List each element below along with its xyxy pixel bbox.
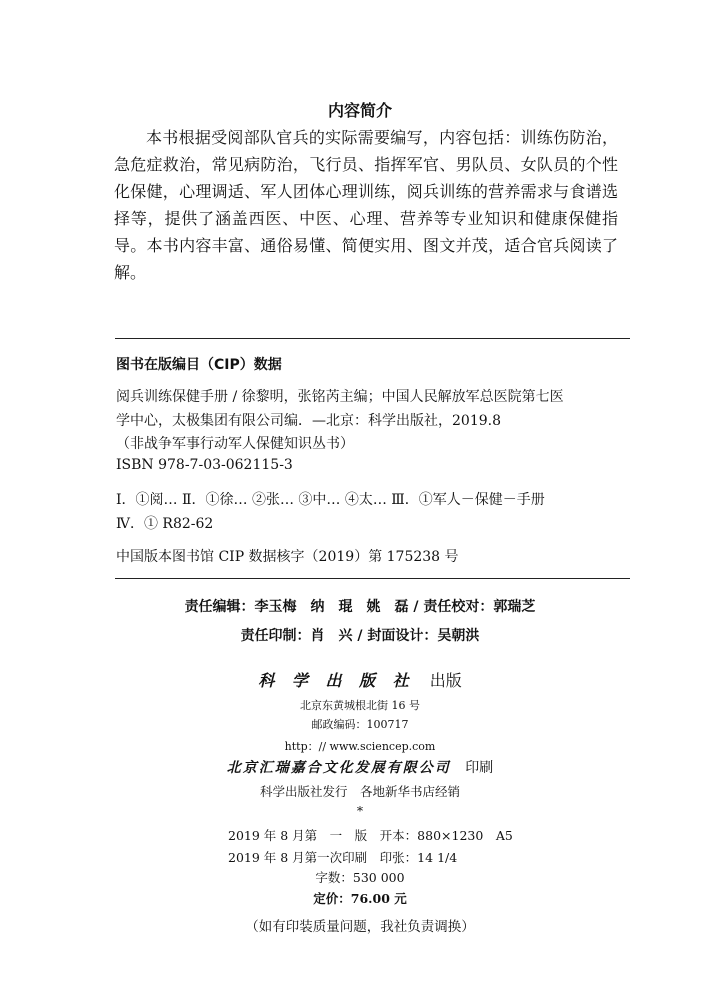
price [0,889,720,907]
price-label: 定价： [313,891,351,906]
separator-star: * [356,803,364,818]
cip-isbn: ISBN 978-7-03-062115-3 [116,457,293,473]
edition-line: 2019 年 8 月第 一 版 开本：880×1230 A5 [228,828,513,843]
printer-action: 印刷 [465,760,494,776]
publisher-url: http：// www.sciencep.com [284,740,436,753]
divider-top [115,338,630,339]
cip-classification: Ⅳ．① R82-62 [116,516,214,532]
publisher-logo: 科 学 出 版 社 [258,671,415,690]
cip-library-record: 中国版本图书馆 CIP 数据核字（2019）第 175238 号 [116,549,459,565]
cip-line: 学中心，太极集团有限公司编．—北京：科学出版社，2019.8 [116,413,501,429]
publisher-postcode: 邮政编码：100717 [311,718,409,731]
price-value: 76.00 元 [350,891,407,906]
printer-line [0,757,720,777]
cip-line: 阅兵训练保健手册 / 徐黎明，张铭芮主编；中国人民解放军总医院第七医 [116,389,564,405]
cip-heading: 图书在版编目（CIP）数据 [116,357,282,373]
cip-line: （非战争军事行动军人保健知识丛书） [116,436,354,452]
quality-notice: （如有印装质量问题，我社负责调换） [245,919,475,935]
summary-body: 本书根据受阅部队官兵的实际需要编写，内容包括：训练伤防治，急危症救治，常见病防治，飞行员、指挥军官、男队员、女队员的个性化保健，心理调适、军人团体心理训练，阅兵训练的营养需求与食谱选择等，提供了涵盖西医、中医、心理、营养等专业知识和健康保健指导。本书内容丰富、通俗易懂、简便实用、图文并茂，适合官兵阅读了解。 [114,128,618,282]
word-count: 字数：530 000 [315,870,405,885]
summary-title: 内容简介 [327,101,392,120]
divider-bottom [115,578,630,579]
production-credits: 责任印制：肖 兴 / 封面设计：吴朝洪 [240,628,480,644]
printing-line: 2019 年 8 月第一次印刷 印张：14 1/4 [228,850,458,865]
editor-credits: 责任编辑：李玉梅 纳 琨 姚 磊 / 责任校对：郭瑞芝 [184,599,536,615]
cip-classification: Ⅰ．①阅… Ⅱ．①徐… ②张… ③中… ④太… Ⅲ．①军人－保健－手册 [116,492,545,508]
publisher-action: 出版 [429,671,462,690]
publisher-address: 北京东黄城根北街 16 号 [300,699,420,712]
printer-logo: 北京汇瑞嘉合文化发展有限公司 [226,760,451,776]
distribution: 科学出版社发行 各地新华书店经销 [259,784,460,799]
publisher-line [0,668,720,691]
